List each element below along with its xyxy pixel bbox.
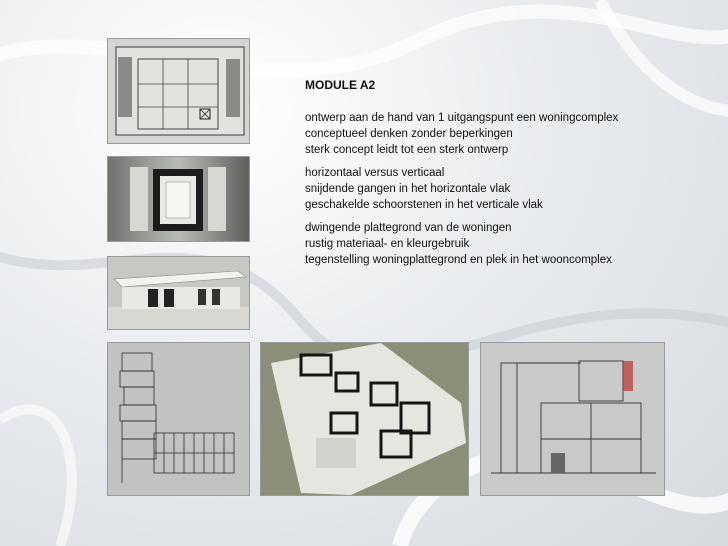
- floor-plan-image: [107, 38, 250, 144]
- slide-text: [305, 78, 715, 275]
- paragraph-line: geschakelde schoorstenen in het verticale vlak: [305, 199, 543, 211]
- paragraph-line: dwingende plattegrond van de woningen: [305, 222, 512, 234]
- model-top-view-photo: [260, 342, 469, 496]
- paragraph-orientation: [305, 165, 715, 213]
- paragraph-line: tegenstelling woningplattegrond en plek in het wooncomplex: [305, 254, 612, 266]
- paragraph-materials: [305, 220, 715, 268]
- paragraph-concept: [305, 110, 715, 158]
- horizontal-model-photo: [107, 256, 250, 330]
- paragraph-line: conceptueel denken zonder beperkingen: [305, 128, 513, 140]
- section-drawing-image: [480, 342, 665, 496]
- tower-drawing-image: [107, 342, 250, 496]
- paragraph-line: horizontaal versus verticaal: [305, 167, 445, 179]
- paragraph-line: rustig materiaal- en kleurgebruik: [305, 238, 470, 250]
- paragraph-line: sterk concept leidt tot een sterk ontwerp: [305, 144, 509, 156]
- model-window-photo: [107, 156, 250, 242]
- paragraph-line: ontwerp aan de hand van 1 uitgangspunt een woningcomplex: [305, 112, 619, 124]
- slide-title: MODULE A2: [305, 78, 376, 92]
- paragraph-line: snijdende gangen in het horizontale vlak: [305, 183, 511, 195]
